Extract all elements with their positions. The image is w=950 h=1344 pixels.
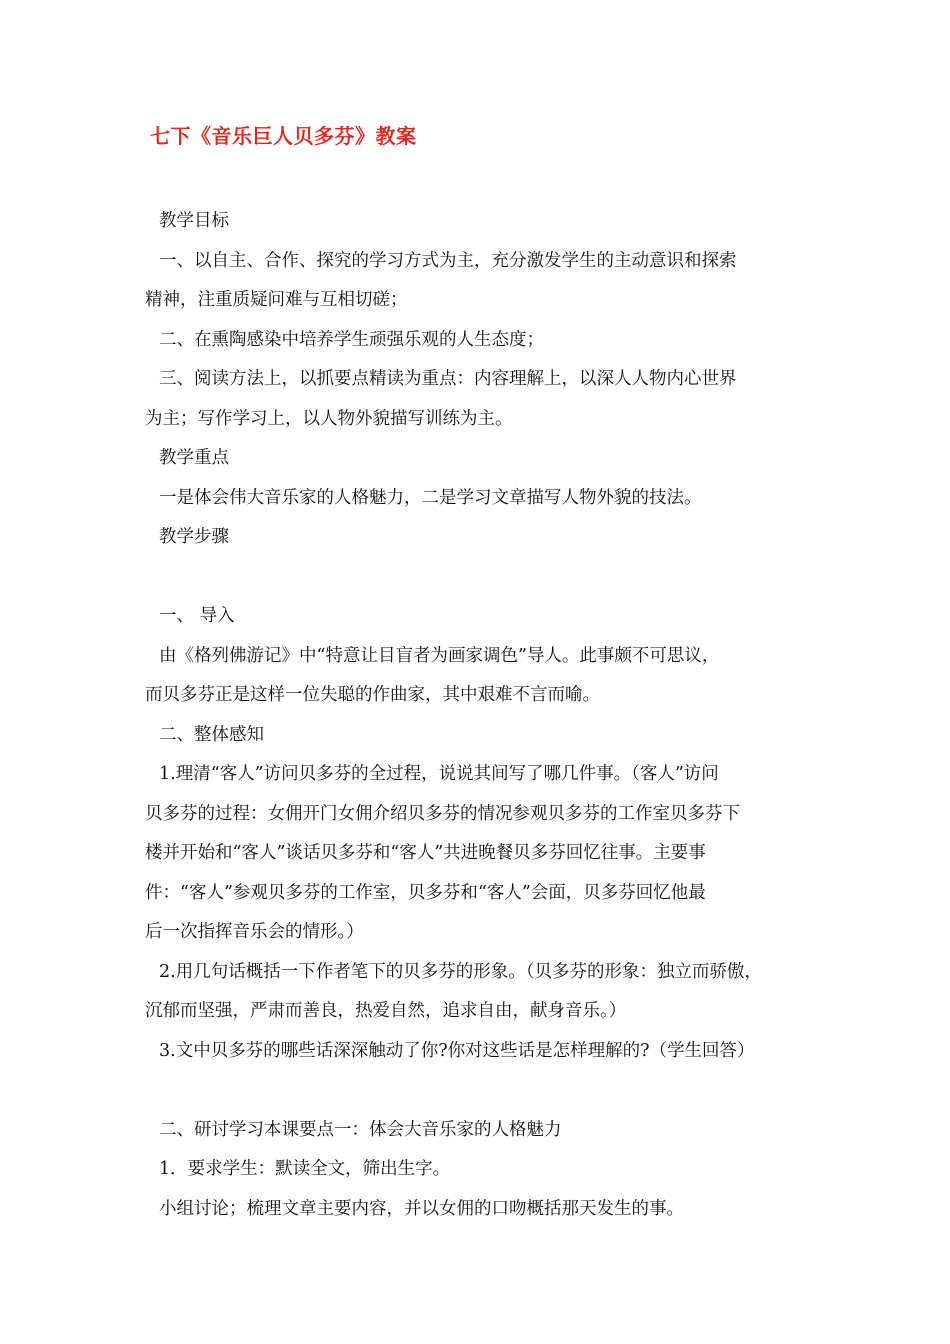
paragraph: 一、 导入 [159, 606, 235, 626]
paragraph: 后一次指挥音乐会的情形。） [145, 922, 364, 942]
blank-line [145, 558, 815, 598]
paragraph: 一是体会伟大音乐家的人格魅力，二是学习文章描写人物外貌的技法。 [159, 487, 702, 508]
paragraph: 1.理清“客人”访问贝多芬的全过程，说说其间写了哪几件事。（客人”访问 [159, 764, 719, 784]
paragraph: 1．要求学生：默读全文，筛出生字。 [159, 1159, 451, 1179]
paragraph: 教学重点 [159, 448, 229, 468]
paragraph: 楼并开始和“客人”谈话贝多芬和“客人”共进晚餐贝多芬回忆往事。主要事 [145, 843, 706, 863]
paragraph: 一、以自主、合作、探究的学习方式为主，充分激发学生的主动意识和探索 [159, 250, 737, 271]
blank-line [145, 1071, 815, 1111]
document-title: 七下《音乐巨人贝多芬》教案 [150, 124, 417, 148]
paragraph: 2.用几句话概括一下作者笔下的贝多芬的形象。（贝多芬的形象：独立而骄傲， [159, 961, 762, 982]
paragraph: 沉郁而坚强，严肃而善良，热爱自然，追求自由，献身音乐。） [145, 1001, 627, 1021]
paragraph: 二、整体感知 [159, 724, 264, 745]
paragraph: 二、在熏陶感染中培养学生顽强乐观的人生态度； [159, 329, 544, 350]
paragraph: 为主；写作学习上，以人物外貌描写训练为主。 [145, 408, 513, 429]
paragraph: 精神，注重质疑问难与互相切磋； [145, 290, 408, 310]
document-body [145, 202, 815, 1229]
paragraph: 由《格列佛游记》中“特意让目盲者为画家调色”导人。此事颇不可思议， [159, 645, 720, 666]
paragraph: 教学目标 [159, 211, 229, 231]
paragraph: 件：“客人”参观贝多芬的工作室，贝多芬和“客人”会面，贝多芬回忆他最 [145, 882, 706, 903]
paragraph: 贝多芬的过程：女佣开门女佣介绍贝多芬的情况参观贝多芬的工作室贝多芬下 [145, 803, 740, 824]
paragraph: 二、研讨学习本课要点一：体会大音乐家的人格魅力 [159, 1119, 562, 1140]
paragraph: 小组讨论；梳理文章主要内容，并以女佣的口吻概括那天发生的事。 [159, 1198, 684, 1219]
paragraph: 3.文中贝多芬的哪些话深深触动了你?你对这些话是怎样理解的?（学生回答） [159, 1040, 755, 1061]
paragraph: 教学步骤 [159, 527, 229, 547]
paragraph: 三、阅读方法上，以抓要点精读为重点：内容理解上，以深人人物内心世界 [159, 369, 737, 389]
paragraph: 而贝多芬正是这样一位失聪的作曲家，其中艰难不言而喻。 [145, 685, 600, 705]
